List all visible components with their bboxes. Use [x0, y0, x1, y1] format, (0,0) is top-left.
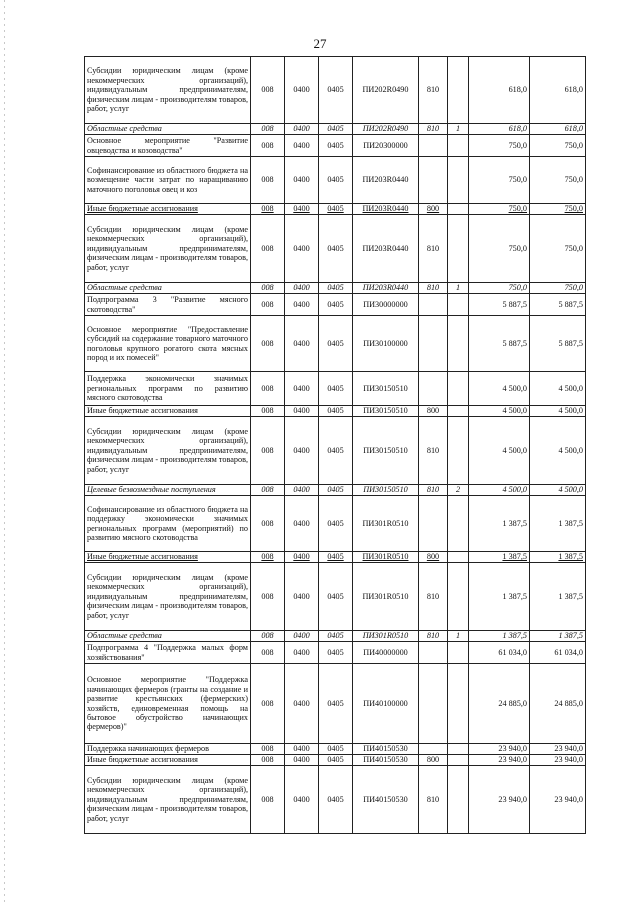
ministry-code-cell: 008 — [251, 135, 285, 157]
section-code-cell: 0400 — [285, 631, 319, 642]
expense-type-cell: 810 — [419, 283, 448, 294]
sum-year2-cell: 4 500,0 — [530, 372, 586, 406]
ministry-code-cell: 008 — [251, 372, 285, 406]
subsection-code-cell: 0405 — [319, 755, 353, 766]
ministry-code-cell: 008 — [251, 417, 285, 485]
sum-year1-cell: 1 387,5 — [469, 496, 530, 552]
target-code-cell: ПИ30150510 — [353, 406, 419, 417]
expense-type-cell — [419, 157, 448, 204]
margin-scan-mark — [4, 0, 5, 905]
table-row — [85, 294, 586, 316]
source-code-cell — [448, 664, 469, 744]
subsection-code-cell: 0405 — [319, 283, 353, 294]
sum-year2-cell: 24 885,0 — [530, 664, 586, 744]
row-name-cell: Иные бюджетные ассигнования — [85, 406, 251, 417]
source-code-cell — [448, 642, 469, 664]
expense-type-cell: 800 — [419, 204, 448, 215]
sum-year1-cell: 5 887,5 — [469, 316, 530, 372]
target-code-cell: ПИ30100000 — [353, 316, 419, 372]
expense-type-cell: 810 — [419, 57, 448, 124]
expense-type-cell: 810 — [419, 485, 448, 496]
subsection-code-cell: 0405 — [319, 631, 353, 642]
sum-year1-cell: 618,0 — [469, 124, 530, 135]
source-code-cell: 2 — [448, 485, 469, 496]
sum-year2-cell: 23 940,0 — [530, 766, 586, 834]
subsection-code-cell: 0405 — [319, 744, 353, 755]
ministry-code-cell: 008 — [251, 215, 285, 283]
ministry-code-cell: 008 — [251, 563, 285, 631]
source-code-cell — [448, 204, 469, 215]
sum-year2-cell: 1 387,5 — [530, 496, 586, 552]
table-row — [85, 552, 586, 563]
section-code-cell: 0400 — [285, 124, 319, 135]
sum-year1-cell: 61 034,0 — [469, 642, 530, 664]
section-code-cell: 0400 — [285, 135, 319, 157]
expense-type-cell — [419, 372, 448, 406]
sum-year2-cell: 750,0 — [530, 135, 586, 157]
expense-type-cell: 810 — [419, 215, 448, 283]
table-row — [85, 485, 586, 496]
expense-type-cell — [419, 316, 448, 372]
sum-year1-cell: 750,0 — [469, 283, 530, 294]
sum-year2-cell: 618,0 — [530, 57, 586, 124]
ministry-code-cell: 008 — [251, 496, 285, 552]
ministry-code-cell: 008 — [251, 406, 285, 417]
row-name-cell: Софинансирование из областного бюджета на поддержку экономически значимых региональных программ (мероприятий) по развитию мясного скотоводства — [85, 496, 251, 552]
ministry-code-cell: 008 — [251, 755, 285, 766]
row-name-cell: Основное мероприятие "Предоставление субсидий на содержание товарного маточного поголовья крупного рогатого скота мясных пород и их помесей" — [85, 316, 251, 372]
ministry-code-cell: 008 — [251, 744, 285, 755]
target-code-cell: ПИ202R0490 — [353, 124, 419, 135]
target-code-cell: ПИ40000000 — [353, 642, 419, 664]
section-code-cell: 0400 — [285, 496, 319, 552]
expense-type-cell: 810 — [419, 631, 448, 642]
ministry-code-cell: 008 — [251, 124, 285, 135]
sum-year2-cell: 5 887,5 — [530, 294, 586, 316]
source-code-cell — [448, 135, 469, 157]
source-code-cell — [448, 294, 469, 316]
expense-type-cell: 800 — [419, 552, 448, 563]
source-code-cell — [448, 57, 469, 124]
expense-type-cell: 810 — [419, 563, 448, 631]
ministry-code-cell: 008 — [251, 57, 285, 124]
subsection-code-cell: 0405 — [319, 766, 353, 834]
sum-year2-cell: 750,0 — [530, 204, 586, 215]
table-row — [85, 283, 586, 294]
section-code-cell: 0400 — [285, 283, 319, 294]
source-code-cell — [448, 563, 469, 631]
sum-year2-cell: 4 500,0 — [530, 406, 586, 417]
subsection-code-cell: 0405 — [319, 417, 353, 485]
subsection-code-cell: 0405 — [319, 57, 353, 124]
ministry-code-cell: 008 — [251, 157, 285, 204]
subsection-code-cell: 0405 — [319, 316, 353, 372]
subsection-code-cell: 0405 — [319, 406, 353, 417]
sum-year1-cell: 1 387,5 — [469, 631, 530, 642]
table-row — [85, 406, 586, 417]
section-code-cell: 0400 — [285, 316, 319, 372]
table-row — [85, 744, 586, 755]
row-name-cell: Областные средства — [85, 283, 251, 294]
sum-year2-cell: 1 387,5 — [530, 552, 586, 563]
target-code-cell: ПИ301R0510 — [353, 631, 419, 642]
sum-year1-cell: 750,0 — [469, 204, 530, 215]
table-row — [85, 755, 586, 766]
subsection-code-cell: 0405 — [319, 372, 353, 406]
target-code-cell: ПИ30000000 — [353, 294, 419, 316]
sum-year2-cell: 750,0 — [530, 215, 586, 283]
section-code-cell: 0400 — [285, 57, 319, 124]
sum-year1-cell: 4 500,0 — [469, 417, 530, 485]
row-name-cell: Подпрограмма 3 "Развитие мясного скотоводства" — [85, 294, 251, 316]
sum-year2-cell: 5 887,5 — [530, 316, 586, 372]
sum-year1-cell: 750,0 — [469, 135, 530, 157]
row-name-cell: Областные средства — [85, 631, 251, 642]
section-code-cell: 0400 — [285, 552, 319, 563]
source-code-cell — [448, 406, 469, 417]
sum-year2-cell: 1 387,5 — [530, 563, 586, 631]
subsection-code-cell: 0405 — [319, 124, 353, 135]
section-code-cell: 0400 — [285, 294, 319, 316]
target-code-cell: ПИ30150510 — [353, 372, 419, 406]
row-name-cell: Целевые безвозмездные поступления — [85, 485, 251, 496]
budget-table — [84, 56, 586, 834]
section-code-cell: 0400 — [285, 157, 319, 204]
sum-year1-cell: 750,0 — [469, 215, 530, 283]
source-code-cell — [448, 496, 469, 552]
source-code-cell: 1 — [448, 124, 469, 135]
section-code-cell: 0400 — [285, 417, 319, 485]
source-code-cell — [448, 215, 469, 283]
table-row — [85, 664, 586, 744]
subsection-code-cell: 0405 — [319, 664, 353, 744]
sum-year1-cell: 23 940,0 — [469, 744, 530, 755]
target-code-cell: ПИ30150510 — [353, 417, 419, 485]
target-code-cell: ПИ40150530 — [353, 766, 419, 834]
sum-year1-cell: 1 387,5 — [469, 552, 530, 563]
ministry-code-cell: 008 — [251, 664, 285, 744]
table-row — [85, 766, 586, 834]
row-name-cell: Иные бюджетные ассигнования — [85, 755, 251, 766]
sum-year1-cell: 618,0 — [469, 57, 530, 124]
table-row — [85, 642, 586, 664]
source-code-cell — [448, 744, 469, 755]
expense-type-cell — [419, 294, 448, 316]
table-row — [85, 57, 586, 124]
row-name-cell: Субсидии юридическим лицам (кроме некоммерческих организаций), индивидуальным предпринимателям, физическим лицам - производителям товаров, работ, услуг — [85, 563, 251, 631]
source-code-cell — [448, 157, 469, 204]
ministry-code-cell: 008 — [251, 204, 285, 215]
sum-year2-cell: 23 940,0 — [530, 744, 586, 755]
table-row — [85, 204, 586, 215]
table-row — [85, 157, 586, 204]
row-name-cell: Софинансирование из областного бюджета на возмещение части затрат по наращиванию маточного поголовья овец и коз — [85, 157, 251, 204]
sum-year1-cell: 5 887,5 — [469, 294, 530, 316]
subsection-code-cell: 0405 — [319, 215, 353, 283]
row-name-cell: Субсидии юридическим лицам (кроме некоммерческих организаций), индивидуальным предпринимателям, физическим лицам - производителям товаров, работ, услуг — [85, 766, 251, 834]
sum-year2-cell: 23 940,0 — [530, 755, 586, 766]
sum-year1-cell: 4 500,0 — [469, 485, 530, 496]
sum-year1-cell: 23 940,0 — [469, 766, 530, 834]
sum-year1-cell: 750,0 — [469, 157, 530, 204]
row-name-cell: Поддержка начинающих фермеров — [85, 744, 251, 755]
target-code-cell: ПИ30150510 — [353, 485, 419, 496]
section-code-cell: 0400 — [285, 563, 319, 631]
subsection-code-cell: 0405 — [319, 496, 353, 552]
expense-type-cell: 810 — [419, 417, 448, 485]
section-code-cell: 0400 — [285, 215, 319, 283]
target-code-cell: ПИ203R0440 — [353, 157, 419, 204]
row-name-cell: Поддержка экономически значимых региональных программ по развитию мясного скотоводства — [85, 372, 251, 406]
source-code-cell — [448, 316, 469, 372]
ministry-code-cell: 008 — [251, 552, 285, 563]
row-name-cell: Основное мероприятие "Развитие овцеводства и козоводства" — [85, 135, 251, 157]
target-code-cell: ПИ203R0440 — [353, 204, 419, 215]
sum-year2-cell: 4 500,0 — [530, 417, 586, 485]
target-code-cell: ПИ40100000 — [353, 664, 419, 744]
expense-type-cell — [419, 496, 448, 552]
expense-type-cell: 810 — [419, 124, 448, 135]
row-name-cell: Субсидии юридическим лицам (кроме некоммерческих организаций), индивидуальным предпринимателям, физическим лицам - производителям товаров, работ, услуг — [85, 57, 251, 124]
table-row — [85, 215, 586, 283]
source-code-cell — [448, 417, 469, 485]
target-code-cell: ПИ20300000 — [353, 135, 419, 157]
table-row — [85, 372, 586, 406]
subsection-code-cell: 0405 — [319, 552, 353, 563]
subsection-code-cell: 0405 — [319, 135, 353, 157]
subsection-code-cell: 0405 — [319, 204, 353, 215]
source-code-cell — [448, 766, 469, 834]
table-row — [85, 124, 586, 135]
expense-type-cell — [419, 642, 448, 664]
target-code-cell: ПИ40150530 — [353, 755, 419, 766]
ministry-code-cell: 008 — [251, 766, 285, 834]
table-row — [85, 135, 586, 157]
expense-type-cell: 800 — [419, 406, 448, 417]
target-code-cell: ПИ202R0490 — [353, 57, 419, 124]
expense-type-cell — [419, 135, 448, 157]
row-name-cell: Субсидии юридическим лицам (кроме некоммерческих организаций), индивидуальным предпринимателям, физическим лицам - производителям товаров, работ, услуг — [85, 417, 251, 485]
table-row — [85, 417, 586, 485]
sum-year1-cell: 23 940,0 — [469, 755, 530, 766]
ministry-code-cell: 008 — [251, 283, 285, 294]
ministry-code-cell: 008 — [251, 316, 285, 372]
row-name-cell: Областные средства — [85, 124, 251, 135]
table-row — [85, 563, 586, 631]
ministry-code-cell: 008 — [251, 485, 285, 496]
sum-year2-cell: 4 500,0 — [530, 485, 586, 496]
page-number: 27 — [313, 36, 327, 51]
table-row — [85, 631, 586, 642]
source-code-cell: 1 — [448, 631, 469, 642]
target-code-cell: ПИ301R0510 — [353, 496, 419, 552]
row-name-cell: Подпрограмма 4 "Поддержка малых форм хозяйствования" — [85, 642, 251, 664]
source-code-cell — [448, 552, 469, 563]
section-code-cell: 0400 — [285, 664, 319, 744]
row-name-cell: Основное мероприятие "Поддержка начинающих фермеров (гранты на создание и развитие крестьянских (фермерских) хозяйств, единовременная помощь на бытовое обустройство начинающих фермеров)" — [85, 664, 251, 744]
subsection-code-cell: 0405 — [319, 563, 353, 631]
table-row — [85, 316, 586, 372]
section-code-cell: 0400 — [285, 372, 319, 406]
expense-type-cell: 810 — [419, 766, 448, 834]
expense-type-cell — [419, 744, 448, 755]
target-code-cell: ПИ203R0440 — [353, 283, 419, 294]
sum-year1-cell: 24 885,0 — [469, 664, 530, 744]
row-name-cell: Иные бюджетные ассигнования — [85, 552, 251, 563]
target-code-cell: ПИ301R0510 — [353, 552, 419, 563]
sum-year2-cell: 618,0 — [530, 124, 586, 135]
source-code-cell — [448, 372, 469, 406]
table-row — [85, 496, 586, 552]
ministry-code-cell: 008 — [251, 294, 285, 316]
target-code-cell: ПИ40150530 — [353, 744, 419, 755]
sum-year1-cell: 4 500,0 — [469, 406, 530, 417]
sum-year2-cell: 750,0 — [530, 283, 586, 294]
section-code-cell: 0400 — [285, 642, 319, 664]
section-code-cell: 0400 — [285, 204, 319, 215]
source-code-cell: 1 — [448, 283, 469, 294]
section-code-cell: 0400 — [285, 766, 319, 834]
subsection-code-cell: 0405 — [319, 157, 353, 204]
sum-year2-cell: 750,0 — [530, 157, 586, 204]
subsection-code-cell: 0405 — [319, 642, 353, 664]
expense-type-cell — [419, 664, 448, 744]
expense-type-cell: 800 — [419, 755, 448, 766]
row-name-cell: Иные бюджетные ассигнования — [85, 204, 251, 215]
subsection-code-cell: 0405 — [319, 485, 353, 496]
sum-year2-cell: 1 387,5 — [530, 631, 586, 642]
sum-year1-cell: 4 500,0 — [469, 372, 530, 406]
row-name-cell: Субсидии юридическим лицам (кроме некоммерческих организаций), индивидуальным предпринимателям, физическим лицам - производителям товаров, работ, услуг — [85, 215, 251, 283]
section-code-cell: 0400 — [285, 755, 319, 766]
sum-year1-cell: 1 387,5 — [469, 563, 530, 631]
section-code-cell: 0400 — [285, 485, 319, 496]
source-code-cell — [448, 755, 469, 766]
subsection-code-cell: 0405 — [319, 294, 353, 316]
target-code-cell: ПИ301R0510 — [353, 563, 419, 631]
ministry-code-cell: 008 — [251, 642, 285, 664]
section-code-cell: 0400 — [285, 744, 319, 755]
target-code-cell: ПИ203R0440 — [353, 215, 419, 283]
ministry-code-cell: 008 — [251, 631, 285, 642]
section-code-cell: 0400 — [285, 406, 319, 417]
sum-year2-cell: 61 034,0 — [530, 642, 586, 664]
